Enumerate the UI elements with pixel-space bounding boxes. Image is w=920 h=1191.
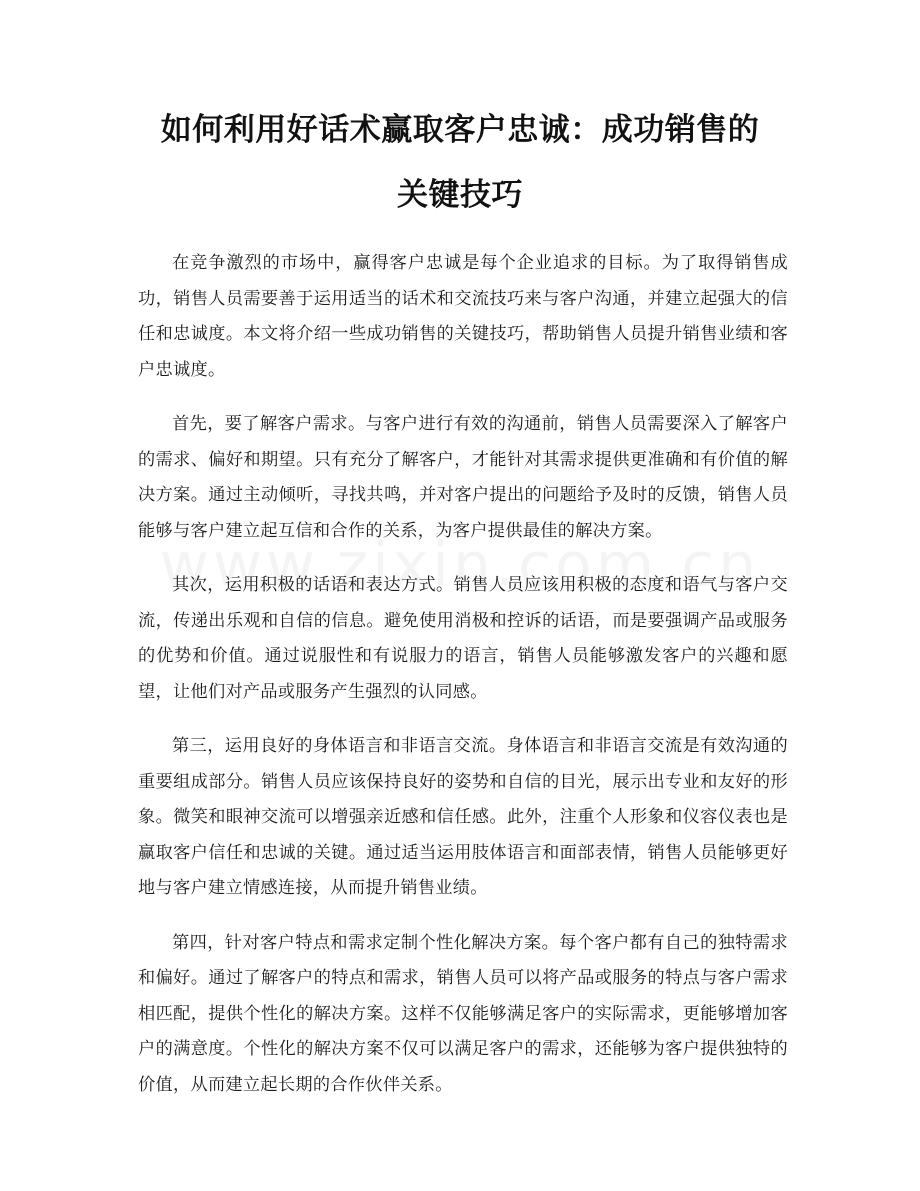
paragraph-first: 首先，要了解客户需求。与客户进行有效的沟通前，销售人员需要深入了解客户的需求、偏好和期望。只有充分了解客户，才能针对其需求提供更准确和有价值的解决方案。通过主动倾听，寻找共鸣，并对客户提出的问题给予及时的反馈，销售人员能够与客户建立起互信和合作的关系，为客户提供最佳的解决方案。	[138, 414, 788, 541]
document-body	[138, 246, 788, 1122]
paragraph-fourth: 第四，针对客户特点和需求定制个性化解决方案。每个客户都有自己的独特需求和偏好。通过了解客户的特点和需求，销售人员可以将产品或服务的特点与客户需求相匹配，提供个性化的解决方案。这样不仅能够满足客户的实际需求，更能够增加客户的满意度。个性化的解决方案不仅可以满足客户的需求，还能够为客户提供独特的价值，从而建立起长期的合作伙伴关系。	[138, 932, 788, 1095]
paragraph-second: 其次，运用积极的话语和表达方式。销售人员应该用积极的态度和语气与客户交流，传递出乐观和自信的信息。避免使用消极和控诉的话语，而是要强调产品或服务的优势和价值。通过说服性和有说服力的语言，销售人员能够激发客户的兴趣和愿望，让他们对产品或服务产生强烈的认同感。	[138, 575, 788, 702]
page-title-line-2: 关键技巧	[397, 177, 523, 213]
paragraph-intro: 在竞争激烈的市场中，赢得客户忠诚是每个企业追求的目标。为了取得销售成功，销售人员需要善于运用适当的话术和交流技巧来与客户沟通，并建立起强大的信任和忠诚度。本文将介绍一些成功销售的关键技巧，帮助销售人员提升销售业绩和客户忠诚度。	[138, 253, 788, 380]
paragraph-third: 第三，运用良好的身体语言和非语言交流。身体语言和非语言交流是有效沟通的重要组成部分。销售人员应该保持良好的姿势和自信的目光，展示出专业和友好的形象。微笑和眼神交流可以增强亲近感和信任感。此外，注重个人形象和仪容仪表也是赢取客户信任和忠诚的关键。通过适当运用肢体语言和面部表情，销售人员能够更好地与客户建立情感连接，从而提升销售业绩。	[138, 736, 788, 898]
page-title-line-1: 如何利用好话术赢取客户忠诚：成功销售的	[160, 112, 760, 148]
